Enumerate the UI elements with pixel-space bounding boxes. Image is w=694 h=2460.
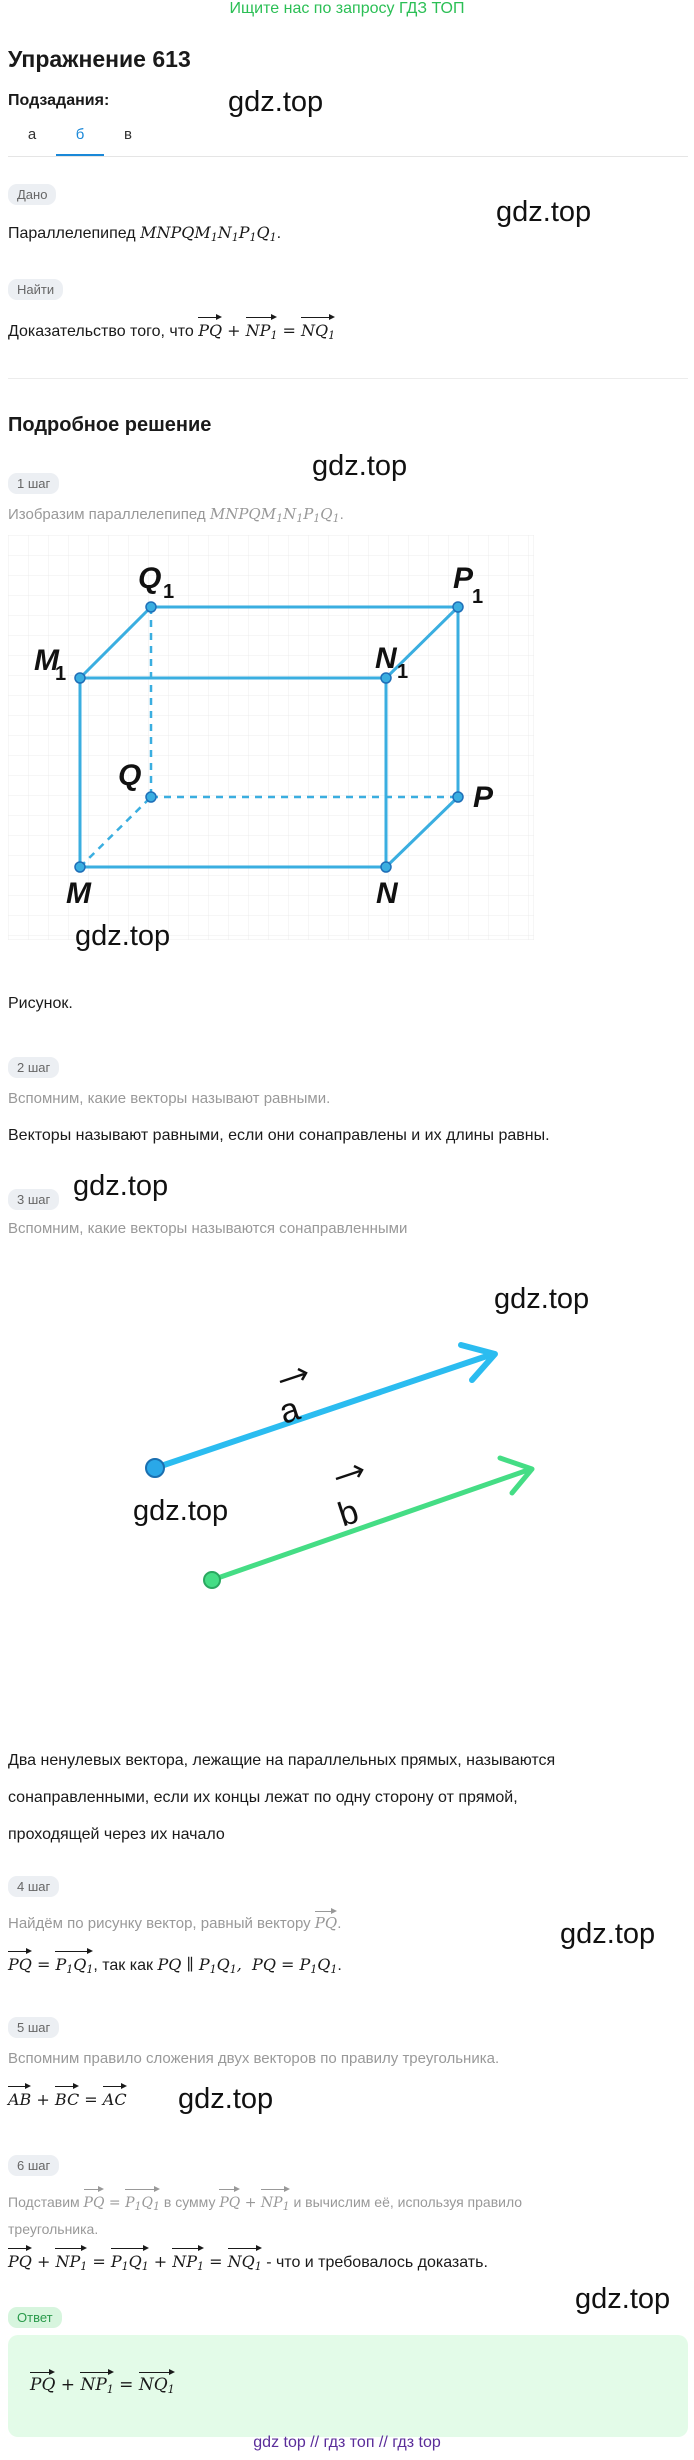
- vertex-q1: [146, 602, 156, 612]
- given-chip: Дано: [8, 184, 56, 205]
- step-5-hint: Вспомним правило сложения двух векторов по правилу треугольника.: [8, 2050, 500, 2067]
- step-4-because: , так как: [93, 1957, 153, 1974]
- watermark: gdz.top: [496, 196, 592, 228]
- label-m1-sub: 1: [55, 663, 67, 685]
- codirected-vectors-figure: [120, 1320, 560, 1620]
- step-3-line-3: проходящей через их начало: [8, 1826, 225, 1843]
- answer-chip: Ответ: [8, 2307, 62, 2328]
- label-p1: P: [453, 562, 474, 595]
- given-text: Параллелепипед $MNPQM_1N_1P_1Q_1$.: [8, 223, 282, 244]
- step-3-line-1: Два ненулевых вектора, лежащие на параллельных прямых, называются: [8, 1752, 556, 1769]
- step-3-text: [8, 1742, 555, 1853]
- step-3-chip: 3 шаг: [8, 1189, 59, 1210]
- vector-a-start: [146, 1459, 164, 1477]
- watermark: gdz.top: [73, 1170, 169, 1202]
- step-4-hint: Найдём по рисунку вектор, равный вектору PQ.: [8, 1908, 341, 1932]
- step-6-chip: 6 шаг: [8, 2155, 59, 2176]
- step-5-formula: [8, 2083, 127, 2112]
- parallelepiped-figure: [8, 535, 534, 940]
- step-1-chip: 1 шаг: [8, 473, 59, 494]
- label-q: Q: [118, 759, 142, 792]
- find-chip: Найти: [8, 279, 63, 300]
- watermark: gdz.top: [178, 2083, 274, 2115]
- given-label: Параллелепипед: [8, 225, 136, 242]
- vector-b-label: b: [333, 1492, 364, 1535]
- vertex-m1: [75, 673, 85, 683]
- step-4-text: PQ = $P_1Q_1$, так как PQ ∥ $P_1Q_1$, PQ = $P_1Q_1$.: [8, 1948, 342, 1981]
- step-1-hint-text: Изобразим параллелепипед: [8, 506, 206, 523]
- step-6-hint-part: и вычислим её, используя правило: [293, 2194, 523, 2210]
- step-6-hint-part: в сумму: [163, 2194, 216, 2210]
- sum-inline: PQ + $NP_1$: [219, 2195, 289, 2211]
- vertex-p: [453, 792, 463, 802]
- watermark: gdz.top: [560, 1918, 656, 1950]
- tab-b[interactable]: б: [56, 126, 104, 156]
- watermark: gdz.top: [312, 450, 408, 482]
- step-6-hint: [8, 2186, 678, 2240]
- find-label: Доказательство того, что: [8, 323, 194, 340]
- step-4-hint-text: Найдём по рисунку вектор, равный вектору: [8, 1915, 311, 1932]
- watermark: gdz.top: [228, 86, 324, 118]
- label-n1-sub: 1: [397, 661, 409, 683]
- watermark: gdz.top: [494, 1283, 590, 1315]
- label-n: N: [376, 877, 398, 910]
- label-q1-sub: 1: [163, 581, 175, 603]
- triangle-rule: AB + BC = AC: [8, 2090, 127, 2109]
- label-m: M: [66, 877, 91, 910]
- step-2-text: Векторы называют равными, если они сонаправлены и их длины равны.: [8, 1127, 550, 1144]
- label-p: P: [473, 781, 494, 814]
- step-6-text: [8, 2245, 488, 2278]
- final-computation: PQ + $NP_1 = P_1Q_1 + NP_1 = NQ_1$: [8, 2252, 262, 2271]
- vector-pq: PQ: [315, 1914, 337, 1932]
- step-6-conclusion: - что и требовалось доказать.: [261, 2254, 488, 2271]
- watermark: gdz.top: [75, 920, 171, 952]
- subtasks-label: Подзадания:: [8, 92, 110, 109]
- footer-links[interactable]: gdz top // гдз топ // гдз top: [253, 2434, 441, 2451]
- vertex-n: [381, 862, 391, 872]
- answer-formula: [30, 2369, 175, 2396]
- parallelepiped-name: $MNPQM_1N_1P_1Q_1$: [209, 505, 340, 525]
- step-4-chip: 4 шаг: [8, 1876, 59, 1897]
- step-1-hint: Изобразим параллелепипед $MNPQM_1N_1P_1Q_1$.: [8, 505, 344, 525]
- tab-v[interactable]: в: [124, 126, 132, 143]
- goal-formula: PQ + $NP_1 = NQ_1$: [198, 321, 335, 340]
- step-2-hint: Вспомним, какие векторы называют равными.: [8, 1090, 331, 1107]
- tab-a[interactable]: а: [27, 126, 37, 143]
- equality-inline: PQ = $P_1Q_1$: [84, 2195, 160, 2211]
- step-1-caption: Рисунок.: [8, 995, 73, 1012]
- label-q1: Q: [138, 562, 162, 595]
- solution-title: Подробное решение: [8, 414, 212, 436]
- step-6-hint-part: Подставим: [8, 2194, 80, 2210]
- vector-a-label: a: [274, 1389, 305, 1432]
- find-text: [8, 314, 335, 347]
- step-3-line-2: сонаправленными, если их концы лежат по одну сторону от прямой,: [8, 1789, 518, 1806]
- parallelepiped-name: $MNPQM_1N_1P_1Q_1$: [140, 223, 277, 244]
- step-5-chip: 5 шаг: [8, 2017, 59, 2038]
- subtask-tabs: [8, 120, 688, 157]
- answer-math: PQ + $NP_1 = NQ_1$: [30, 2375, 175, 2395]
- reason-formula: PQ ∥ $P_1Q_1$, PQ = $P_1Q_1$: [157, 1955, 338, 1976]
- label-p1-sub: 1: [472, 586, 484, 608]
- watermark: gdz.top: [133, 1495, 229, 1527]
- page-title: Упражнение 613: [8, 46, 191, 72]
- answer-box: [8, 2335, 688, 2437]
- vector-b-line: [212, 1470, 528, 1580]
- vertex-q: [146, 792, 156, 802]
- vector-b-start: [204, 1572, 220, 1588]
- step-3-hint: Вспомним, какие векторы называются сонаправленными: [8, 1220, 408, 1237]
- equality-pq-p1q1: PQ = $P_1Q_1$: [8, 1955, 93, 1974]
- vertex-p1: [453, 602, 463, 612]
- search-banner[interactable]: Ищите нас по запросу ГДЗ ТОП: [229, 0, 465, 17]
- vector-a-line: [155, 1355, 490, 1468]
- watermark: gdz.top: [575, 2283, 671, 2315]
- label-n1: N: [375, 642, 397, 675]
- label-m1: M: [34, 644, 59, 677]
- vector-a-label-arrow: [280, 1374, 304, 1382]
- divider: [8, 378, 688, 379]
- step-6-hint-part: треугольника.: [8, 2221, 99, 2237]
- vector-b-label-arrow: [336, 1471, 360, 1479]
- step-2-chip: 2 шаг: [8, 1057, 59, 1078]
- vertex-m: [75, 862, 85, 872]
